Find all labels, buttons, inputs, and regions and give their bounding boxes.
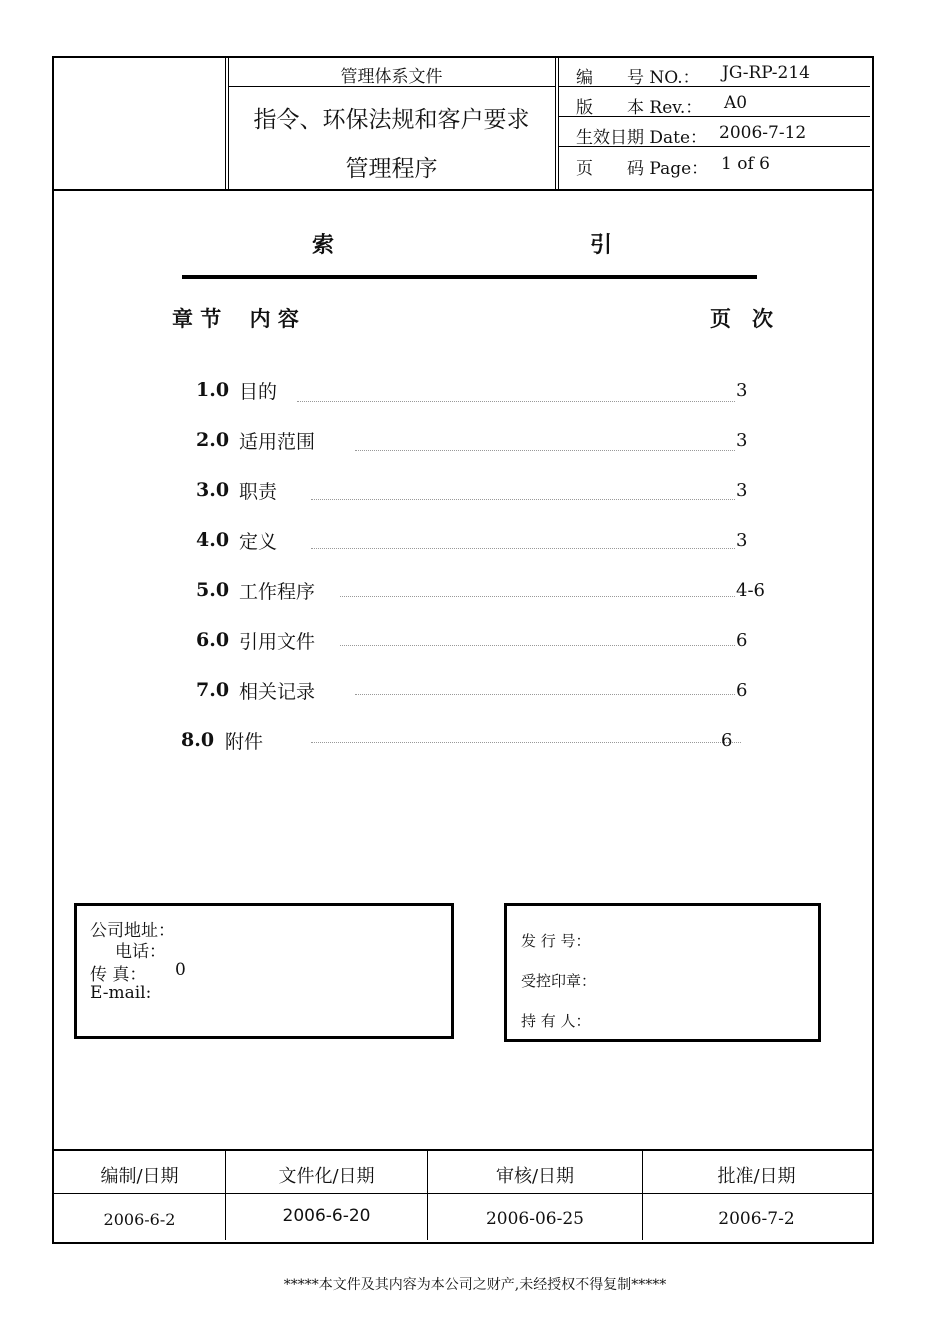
- toc-leader-dots: [340, 645, 735, 646]
- toc-leader-dots: [340, 596, 735, 597]
- prepared-by-header: 编制/日期: [100, 1166, 179, 1187]
- toc-entry-page: 6: [736, 630, 748, 651]
- page-label: 页 码 Page：: [576, 159, 709, 179]
- column-header-section: 章 节 内 容: [172, 307, 299, 331]
- toc-entry-name: 定义: [239, 531, 278, 553]
- document-title-line2: 管理程序: [345, 156, 438, 182]
- toc-entry-number: 7.0: [196, 679, 230, 701]
- page-value: 1 of 6: [721, 154, 770, 174]
- toc-leader-dots: [311, 499, 735, 500]
- toc-entry-page: 6: [721, 730, 733, 751]
- company-email-label: E-mail:: [90, 983, 152, 1003]
- approved-by-header: 批准/日期: [717, 1166, 796, 1187]
- toc-entry-page: 4-6: [736, 580, 765, 601]
- header-divider-1: [225, 58, 226, 189]
- doc-number-label: 编 号 NO.：: [576, 68, 700, 88]
- controlled-stamp-label: 受控印章：: [521, 972, 597, 990]
- toc-entry-page: 3: [736, 430, 748, 451]
- toc-entry-number: 2.0: [196, 429, 230, 451]
- company-fax-value: 0: [175, 960, 186, 980]
- reviewed-date: 2006-06-25: [485, 1209, 584, 1229]
- revision-value: A0: [724, 93, 748, 113]
- doc-number-value: JG-RP-214: [722, 63, 810, 83]
- toc-leader-dots: [355, 450, 735, 451]
- column-header-page: 页 次: [710, 307, 773, 331]
- prepared-date: 2006-6-2: [103, 1210, 176, 1229]
- document-title-line1: 指令、环保法规和客户要求: [253, 107, 530, 133]
- toc-entry-name: 职责: [239, 481, 278, 503]
- toc-entry-number: 3.0: [196, 479, 230, 501]
- toc-entry-number: 8.0: [181, 729, 215, 751]
- index-title-rule: [182, 275, 757, 279]
- issue-number-label: 发 行 号：: [521, 932, 591, 950]
- effective-date-value: 2006-7-12: [719, 123, 807, 143]
- documented-by-header: 文件化/日期: [278, 1166, 375, 1187]
- toc-entry-page: 3: [736, 530, 748, 551]
- footer-table-top-rule: [52, 1149, 872, 1151]
- reviewed-by-header: 审核/日期: [495, 1166, 575, 1187]
- toc-leader-dots: [311, 548, 735, 549]
- document-category: 管理体系文件: [340, 67, 443, 87]
- revision-label: 版 本 Rev.：: [576, 98, 703, 118]
- effective-date-label: 生效日期 Date：: [576, 128, 708, 148]
- approved-date: 2006-7-2: [718, 1209, 795, 1229]
- toc-entry-name: 相关记录: [239, 681, 316, 703]
- toc-entry-page: 6: [736, 680, 748, 701]
- holder-label: 持 有 人：: [521, 1012, 591, 1030]
- toc-entry-number: 4.0: [196, 529, 230, 551]
- toc-leader-dots: [311, 742, 741, 743]
- toc-leader-dots: [355, 694, 735, 695]
- toc-entry-page: 3: [736, 380, 748, 401]
- footer-table-mid-rule: [52, 1193, 872, 1194]
- toc-entry-name: 引用文件: [239, 631, 316, 653]
- toc-leader-dots: [297, 401, 735, 402]
- toc-entry-name: 目的: [239, 381, 278, 403]
- index-title-right: 引: [590, 233, 613, 258]
- company-fax-label: 传 真：: [90, 965, 147, 985]
- header-divider-2: [555, 58, 556, 189]
- header-divider-2b: [558, 58, 559, 189]
- company-address-label: 公司地址：: [90, 921, 175, 941]
- document-frame: [52, 56, 874, 1244]
- header-bottom-rule: [52, 189, 872, 191]
- company-phone-label: 电话：: [115, 942, 166, 962]
- toc-entry-number: 5.0: [196, 579, 230, 601]
- toc-entry-page: 3: [736, 480, 748, 501]
- toc-entry-number: 6.0: [196, 629, 230, 651]
- index-title-left: 索: [312, 233, 335, 258]
- toc-entry-name: 附件: [225, 731, 264, 753]
- toc-entry-name: 工作程序: [239, 581, 316, 603]
- documented-date: 2006-6-20: [282, 1206, 371, 1226]
- toc-entry-number: 1.0: [196, 379, 230, 401]
- toc-entry-name: 适用范围: [239, 431, 316, 453]
- copyright-notice: *****本文件及其内容为本公司之财产,未经授权不得复制*****: [283, 1277, 667, 1293]
